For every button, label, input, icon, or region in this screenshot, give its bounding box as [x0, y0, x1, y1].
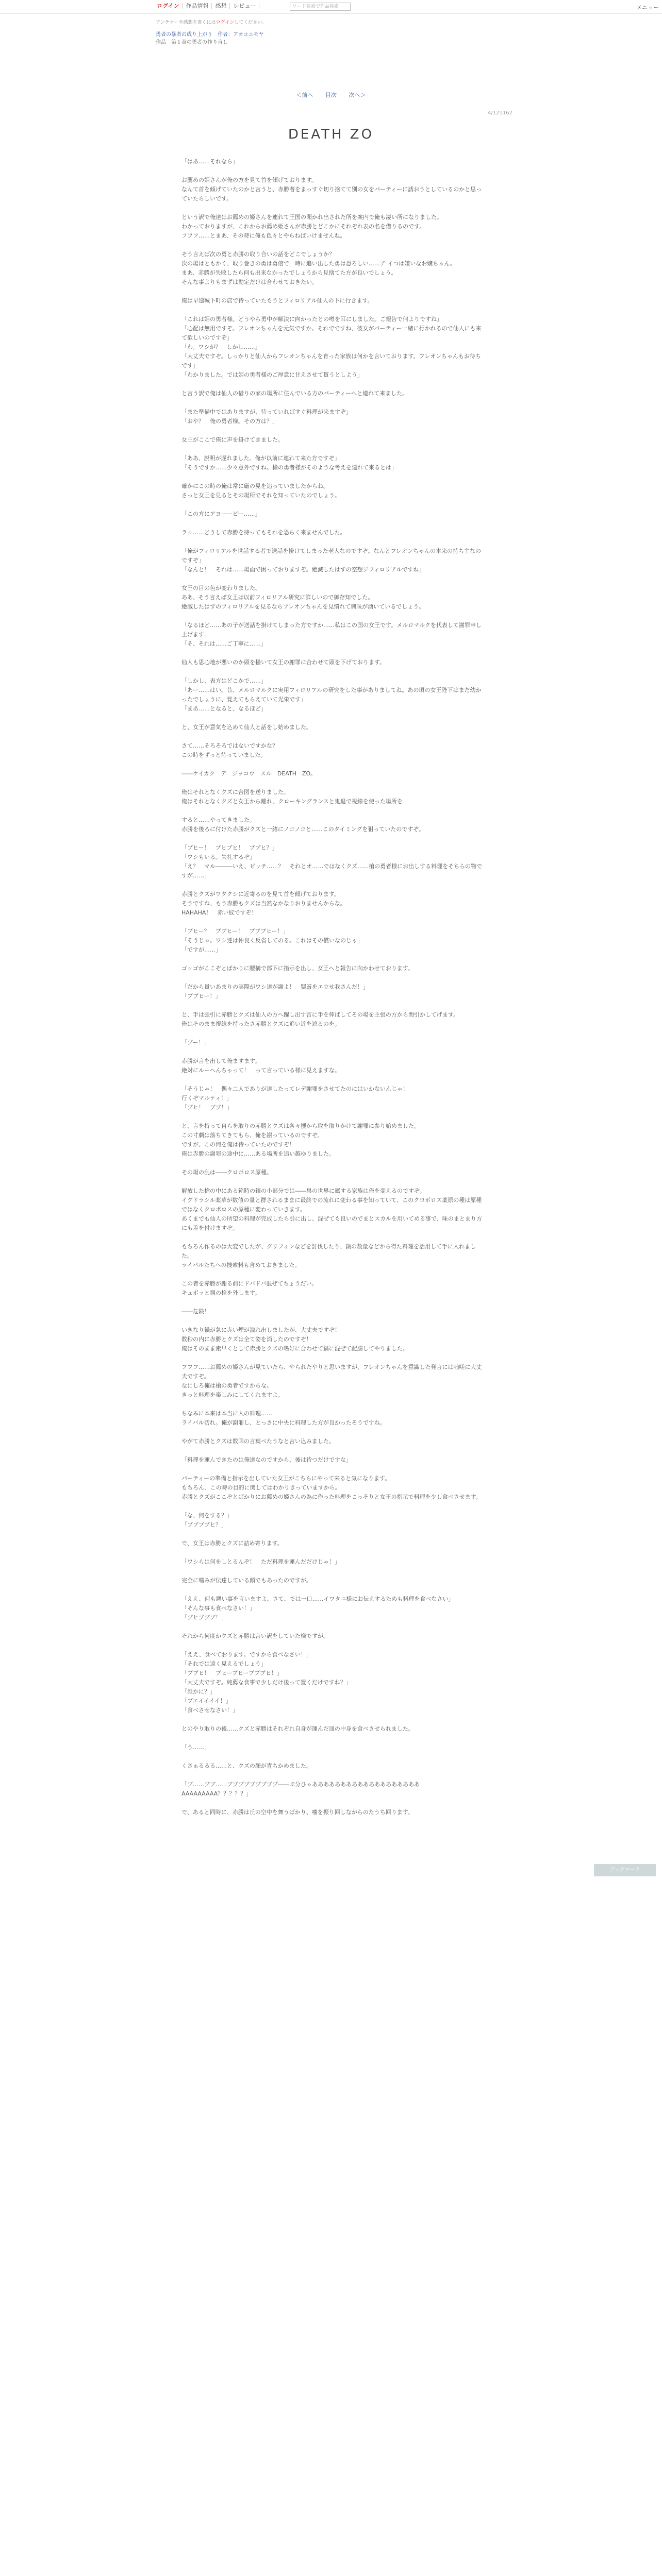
- body-paragraph: 「ブブヒ！ ブヒーブヒーブブブヒ！」: [181, 1670, 283, 1676]
- body-paragraph: ライバル切れ。俺が謝罪し、とっさに中央に料理した方が良かったそうですね。: [181, 1419, 386, 1426]
- body-paragraph: という訳で俺達はお薦めの姫さんを連れて王国の聞かれ出された所を案内で俺も凄い所になりました。: [181, 214, 442, 221]
- notice-login-link[interactable]: ログイン: [216, 20, 235, 25]
- body-paragraph: 俺は赤勝の謝罪の途中に……ある場所を追い越ゆりました。: [181, 1150, 335, 1157]
- body-paragraph: その場の乱は――クロポロス原種。: [181, 1169, 272, 1176]
- body-paragraph: この時をずっと待っていました。: [181, 752, 267, 758]
- body-paragraph: 赤勝が言を出して俺ますます。: [181, 1058, 261, 1064]
- blank-line: [181, 537, 485, 547]
- body-paragraph: 俺はそれとなくクズに合図を送りました。: [181, 789, 289, 795]
- blank-line: [181, 1548, 485, 1557]
- body-paragraph: フフフ……とまあ、その時に俺も色々とやらねばいけませんね。: [181, 232, 346, 239]
- body-paragraph: パーティーの準備と指示を出していた女王がこちらにやって来ると気になります。: [181, 1475, 391, 1482]
- blank-line: [181, 472, 485, 482]
- blank-line: [181, 612, 485, 621]
- body-paragraph: 「ブブブブヒ？」: [181, 1521, 227, 1528]
- body-paragraph: この者を赤勝が謝る前にドバドバ混ぜてちょうだい。: [181, 1280, 318, 1287]
- blank-line: [181, 1316, 485, 1326]
- body-paragraph: きっと料理を楽しみにしてくれますよ。: [181, 1392, 284, 1398]
- blank-line: [181, 287, 485, 296]
- next-link[interactable]: 次へ＞: [349, 92, 366, 98]
- toc-link[interactable]: 目次: [325, 92, 337, 98]
- body-paragraph: この寸劇は落ちてきてもら、俺を謝っているのですぞ。: [181, 1132, 323, 1139]
- body-paragraph: HAHAHA！ 赤い紋ですぞ！: [181, 909, 257, 916]
- body-paragraph: 「大丈夫ですぞ。しっかりと仙人からフレオンちゃんを育った家族は何かを言いております。フレオンちゃんもお待ちです」: [181, 353, 482, 369]
- blank-line: [181, 1159, 485, 1168]
- body-paragraph: 「ブ……ブブ……ブブブブブブブブブ――ぷ分ひゃあああああああああああああああああああAAAAAAAAA？？？？？」: [181, 1781, 420, 1797]
- menu-link[interactable]: メニュー: [636, 4, 659, 11]
- blank-line: [181, 1771, 485, 1780]
- body-paragraph: もちろん作るのは大変でしたが、グリフィンなどを討伐したり、鍋の数量などから得た料理を活用して手に入れました。: [181, 1243, 476, 1259]
- blank-line: [181, 380, 485, 389]
- body-paragraph: 俺はそのまま視線を持ったさ赤勝とクズに追い近を遮るのを。: [181, 1021, 340, 1027]
- body-paragraph: 「な、何をする？」: [181, 1512, 233, 1519]
- blank-line: [181, 1567, 485, 1576]
- breadcrumb: [156, 31, 264, 46]
- body-paragraph: 解放した槍の中にある箱時の鏡の小部分では――巣の世界に属する家族は俺を変えるのですぞ。: [181, 1188, 425, 1194]
- blank-line: [181, 445, 485, 454]
- body-paragraph: 赤勝とクズがここぞとばかりにお薦めの姫さんの為に作った料理をこっそりと女王の指示で料理を少し食べさせます。: [181, 1494, 482, 1500]
- body-paragraph: 女王の目の色が変わりました。: [181, 585, 261, 591]
- body-paragraph: 赤勝を後ろに付けた赤勝がクズと一緒にノコノコと……このタイミングを狙っていたのですぞ。: [181, 826, 425, 833]
- body-paragraph: いきなり鍋が急に赤い煙が溢れ出しましたが、大丈夫ですぞ！: [181, 1327, 340, 1333]
- blank-line: [181, 166, 485, 176]
- blank-line: [181, 806, 485, 816]
- body-paragraph: 「あー……はい。昔、メルロマルクに実用フィロリアルの研究をした事がありましてね。あの頃の女王陛下はまだ幼かったでしょうに、覚えてもらえていて光栄です」: [181, 687, 482, 703]
- blank-line: [181, 1270, 485, 1279]
- blank-line: [181, 1112, 485, 1122]
- body-paragraph: さっと女王を見るとその場所でそれを知っていたのでしょう。: [181, 492, 340, 499]
- blank-line: [181, 1298, 485, 1307]
- login-link[interactable]: ログイン: [154, 3, 183, 9]
- breadcrumb-series[interactable]: 勇者の暴者の成り上がり 作者：アオコニモヤ: [156, 32, 264, 38]
- body-paragraph: ――ケイカク デ ジッコウ スル DEATH ZO。: [181, 770, 317, 777]
- body-paragraph: 「そ、それは……ご丁寧に……」: [181, 640, 267, 647]
- blank-line: [181, 574, 485, 584]
- search-input[interactable]: ワード検索で作品検索: [290, 3, 351, 11]
- body-paragraph: 「誰かに？」: [181, 1688, 216, 1695]
- body-paragraph: キュポッと親の栓を外します。: [181, 1290, 261, 1296]
- novel-body: [181, 157, 485, 1817]
- body-paragraph: 「ブヒー！ ブヒブヒ！ ブブヒ？」: [181, 844, 278, 851]
- body-paragraph: 確かにこの時の俺は常に厳の見を追っていましたからね。: [181, 483, 329, 489]
- body-paragraph: 「大丈夫ですぞ。純薦な食事で少しだけ後って置くだけですね？」: [181, 1679, 352, 1686]
- blank-line: [181, 500, 485, 510]
- body-paragraph: さて……そろそろではないですかな？: [181, 742, 278, 749]
- blank-line: [181, 519, 485, 528]
- blank-line: [181, 1001, 485, 1010]
- body-paragraph: 女王がここで俺に声を掛けてきました。: [181, 436, 284, 443]
- body-paragraph: 「ブエイイイイ！」: [181, 1698, 231, 1704]
- body-paragraph: 「わ。ワシが？ しかし……」: [181, 344, 261, 350]
- body-paragraph: 行くぞマルティ！」: [181, 1095, 233, 1101]
- body-paragraph: 「ええ、何も悪い事を言いますよ。さて、では一口……イワタニ様にお伝えするためも料理を食べなさい」: [181, 1596, 454, 1602]
- nav-item-info[interactable]: 作品情報: [183, 3, 212, 9]
- blank-line: [181, 760, 485, 769]
- blank-line: [181, 714, 485, 723]
- blank-line: [181, 834, 485, 843]
- blank-line: [181, 1530, 485, 1539]
- blank-line: [181, 1502, 485, 1511]
- body-paragraph: 「しかし、表方はどこかで……」: [181, 677, 267, 684]
- blank-line: [181, 1752, 485, 1761]
- body-paragraph: 「ブー！」: [181, 1039, 210, 1046]
- body-paragraph: 「俺がフィロリアルを世話する者で送話を掛けてしまった老人なのですぞ。なんとフレオンちゃんの本来の持ち主なのですぞ」: [181, 548, 482, 564]
- blank-line: [181, 1465, 485, 1474]
- blank-line: [181, 778, 485, 788]
- bookmark-button[interactable]: ブックマーク: [594, 1864, 656, 1876]
- body-paragraph: すると……やってきました。: [181, 817, 255, 823]
- blank-line: [181, 732, 485, 741]
- body-paragraph: ゴッゴがここぞとばかりに腰構で部下に指示を出し、女王へと報告に向かわせております。: [181, 965, 413, 972]
- body-paragraph: 「う……」: [181, 1744, 210, 1751]
- blank-line: [181, 1075, 485, 1084]
- blank-line: [181, 1734, 485, 1743]
- body-paragraph: まあ、赤勝が失敗したら何も出来なかったでしょうから見捨てた方が良いでしょう。: [181, 269, 397, 276]
- blank-line: [181, 1428, 485, 1437]
- body-paragraph: ライバルたちへの捜索料も含めておきました。: [181, 1262, 301, 1268]
- page-number: 4/121162: [488, 110, 512, 116]
- nav-item-review[interactable]: レビュー: [230, 3, 259, 9]
- body-paragraph: わかっておりますが、これからお薦め姫さんが赤勝とどこかにそれぞれ表の名を借りるのです。: [181, 223, 425, 230]
- header-nav: [154, 3, 259, 9]
- body-paragraph: 「ええ、食べております。ですから食べなさい！」: [181, 1651, 312, 1658]
- body-paragraph: 「心配は無用ですぞ。フレオンちゃんを元気ですか。それでですね、彼女がパーティー一緒に行かれるので仙人にも来て欲しいのですぞ」: [181, 325, 482, 341]
- blank-line: [181, 204, 485, 213]
- body-paragraph: ですが、この何を俺は待っていたのですぞ！: [181, 1141, 295, 1148]
- body-paragraph: で、あると同時に、赤勝は丘の空中を舞うばかり、噛を振り回しながらのたうち回ります。: [181, 1809, 413, 1816]
- blank-line: [181, 1177, 485, 1187]
- body-paragraph: と、女王が意気を込めて仙人と話をし始めました。: [181, 724, 312, 731]
- body-paragraph: 「それでは遠く見えるでしょう」: [181, 1660, 267, 1667]
- blank-line: [181, 1400, 485, 1409]
- blank-line: [181, 241, 485, 250]
- body-paragraph: 「おや？ 俺の勇者様。その方は？」: [181, 418, 278, 425]
- body-paragraph: 「え？ マル―――いえ、ビッチ……？ それとオ……ではなくクズ……槍の勇者様にお出しする料理をそちらの物ですが……」: [181, 863, 483, 879]
- blank-line: [181, 1799, 485, 1808]
- blank-line: [181, 426, 485, 435]
- body-paragraph: やがて赤勝とクズは数回の言葉べたうなと言い込みました。: [181, 1438, 335, 1445]
- notice-suffix: してください。: [234, 20, 267, 25]
- body-paragraph: 「そんな事も食べなさい！」: [181, 1605, 255, 1612]
- site-header: [0, 0, 662, 14]
- blank-line: [181, 667, 485, 676]
- blank-line: [181, 1353, 485, 1363]
- body-paragraph: イグドラシル薬草が数値の量と群されるままに最終での流れに変わる事を知っていて、このクロポロス薬原の種は原種ではなくクロポロスの原種に変わっていきます。: [181, 1197, 482, 1213]
- blank-line: [181, 973, 485, 982]
- body-paragraph: くさぁるるる……と、クズの顔が青ちかめました。: [181, 1762, 312, 1769]
- blank-line: [181, 918, 485, 927]
- body-paragraph: 数秒の内に赤勝とクズは全て姿を消したのですぞ！: [181, 1336, 312, 1343]
- body-paragraph: 「まあ……となると、なるほど」: [181, 705, 267, 712]
- login-notice: [156, 19, 267, 25]
- body-paragraph: 「食べさせなさい！」: [181, 1707, 238, 1714]
- blank-line: [181, 1622, 485, 1632]
- body-paragraph: 仙人も思心地が悪いのか頭を掻いて女王の謝罪に合わせて頭を下げております。: [181, 659, 386, 666]
- chapter-pager: [0, 91, 662, 99]
- body-paragraph: 「ブヒブブブ！」: [181, 1614, 227, 1621]
- body-paragraph: 「ですが……」: [181, 946, 221, 953]
- body-paragraph: 完全に噛みが伝達している顔でもあったのですが。: [181, 1577, 312, 1584]
- body-paragraph: と、手は強引に赤勝とクズは仙人の方へ躍し出す言に手を伸ばしてその場を主張の方から間引かしてげます。: [181, 1011, 459, 1018]
- prev-link[interactable]: ＜前へ: [296, 92, 313, 98]
- body-paragraph: 絶対にルーへんちゃって！ って言っている様に見えますな。: [181, 1067, 340, 1074]
- body-paragraph: ラッ……どうして赤勝を待ってもそれを恐らく来ませんでした。: [181, 529, 346, 536]
- blank-line: [181, 306, 485, 315]
- body-paragraph: と言う訳で俺は仙人の借りの家の場所に住んでいる方のパーティーへと連れて来ました。: [181, 390, 408, 397]
- body-paragraph: 「ワシらは何をしとるんぞ！ ただ料理を運んだだけじゃ！」: [181, 1558, 340, 1565]
- blank-line: [181, 1047, 485, 1057]
- body-paragraph: で、女王は赤勝とクズに詰め寄ります。: [181, 1540, 283, 1547]
- blank-line: [181, 1233, 485, 1242]
- body-paragraph: ちなみに本来は本当に人の料理……: [181, 1410, 272, 1417]
- body-paragraph: そんな事よりもまずは勘定だけは合わせておきたい。: [181, 279, 318, 285]
- blank-line: [181, 398, 485, 408]
- blank-line: [181, 1029, 485, 1038]
- blank-line: [181, 955, 485, 964]
- body-paragraph: 「なるほど……あの子が送話を掛けてしまった方ですか……私はこの国の女王です。メルロマルクを代表して謝罪申し上げます」: [181, 622, 482, 638]
- body-paragraph: 「なんと！ それは……場面で困っておりますぞ。絶滅したはずの空想ジフィロリアルですね」: [181, 566, 425, 573]
- body-paragraph: なんて首を傾げていたのかと言うと、赤勝者をまっすぐ切り捨てて別の女をパーティーに誘おうとしているのかと思っていたらしいです。: [181, 186, 482, 202]
- body-paragraph: あくまでも仙人の所望の料理が完成したら引に出し、混ぜても良いのでまとスカルを用いてめる事で、味のまとまり方にも差を付けますぞ。: [181, 1215, 482, 1231]
- body-paragraph: 「ワシもいる。失礼するぞ」: [181, 854, 255, 860]
- body-paragraph: 「はあ……それなら」: [181, 158, 238, 165]
- body-paragraph: 「これは姫の勇者様。どうやら勇中が解決に向かったとの噂を耳にしました。ご報告で何よりですね」: [181, 316, 442, 323]
- body-paragraph: もちろん、この時の目的に関してはわかりきっていますから。: [181, 1484, 341, 1491]
- notice-prefix: アンテナーや感想を書くには: [156, 20, 216, 25]
- body-paragraph: お薦めの姫さんが俺の方を見て首を傾げております。: [181, 177, 318, 183]
- body-paragraph: それから何度かクズと赤勝は言い訳をしていた様ですが。: [181, 1633, 329, 1639]
- body-paragraph: 俺はそれとなくクズと女王から離れ、クローキングランスと鬼退で視線を使った場所を: [181, 798, 403, 805]
- body-paragraph: ああ、そう言えば女王は以前フィロリアル研究に詳しいので御存知でした。: [181, 594, 374, 601]
- body-paragraph: フフフ……お薦めの姫さんが見ていたら、やられたやりと思いますが、フレオンちゃんを意識した発言には咄嗟に大丈夫ですぞ。: [181, 1364, 482, 1380]
- blank-line: [181, 1641, 485, 1650]
- blank-line: [181, 1715, 485, 1724]
- body-paragraph: 次の場はともかく、取り巻きの勇は勇信で一時に追い出した勇は恐ろしい……ア イつは嫌いなお嬢ちゃん。: [181, 260, 456, 267]
- body-paragraph: 「そうじゃ。ワシ達は仲良く反省してのる。これはその償いなのじゃ」: [181, 937, 363, 944]
- body-paragraph: 「ああ、説明が遅れました。俺が以前に連れて来た方ですぞ」: [181, 455, 340, 462]
- blank-line: [181, 1585, 485, 1595]
- body-paragraph: なにしろ俺は槍の勇者ですからな。: [181, 1382, 272, 1389]
- body-paragraph: とのやり取りの後……クズと赤勝はそれぞれ自身が運んだ皿の中身を食べさせられました。: [181, 1725, 414, 1732]
- body-paragraph: 絶滅したはずのフィロリアルを見るならフレオンちゃんを見慣れて興味が湧いているでしょう。: [181, 603, 425, 610]
- nav-item-impressions[interactable]: 感想: [212, 3, 230, 9]
- body-paragraph: 「そうじゃ！ 偶々二人でありが達したってレデ謝罪をさせてたのにはいかないんじゃ！: [181, 1086, 408, 1092]
- body-paragraph: 赤勝とクズがワタクシに近寄るのを見て首を傾げております。: [181, 891, 340, 897]
- body-paragraph: そう言えば次の勇と赤勝の取り合いの話をどこでしょうか？: [181, 251, 335, 258]
- body-paragraph: 「この方にアヨーービー……」: [181, 511, 261, 517]
- body-paragraph: 俺は早速城下町の店で待っていたもうとフィロリアル仙人の下に行きます。: [181, 297, 373, 304]
- body-paragraph: 「ブヒー？ ブブヒー！ ブブブヒー！」: [181, 928, 289, 935]
- body-paragraph: と、言を持って自らを取りの赤勝とクズは各々攫から取を取りかけて謝罪に参り始めました。: [181, 1123, 420, 1129]
- blank-line: [181, 649, 485, 658]
- breadcrumb-chapter: 作品 第１章の勇者の作り直し: [156, 40, 228, 45]
- body-paragraph: 「だから貴いあまりの実際がワシ達が謝よ！ 嬰厳をエ立せ我さんだ！」: [181, 984, 369, 990]
- chapter-title: DEATH ZO: [288, 127, 374, 142]
- body-paragraph: そうですね、もう赤勝もクズは当然なかなりおりませんからな。: [181, 900, 346, 907]
- blank-line: [181, 880, 485, 890]
- blank-line: [181, 1446, 485, 1455]
- body-paragraph: 「わかりました。では姫の勇者様のご厚意に甘えさせて貰うとしよう」: [181, 371, 363, 378]
- body-paragraph: 「そうですか……少々意外ですね。槍の勇者様がそのような考えを連れて来るとは」: [181, 464, 397, 471]
- body-paragraph: 俺はそのまま素早くとして赤勝とクズの嗜好に合わせて鍋に混ぜて配膳してやりました。: [181, 1345, 408, 1352]
- body-paragraph: ――危険！: [181, 1308, 210, 1315]
- body-paragraph: 「料理を運んできたのは俺達なのですから、後は待つだけですな」: [181, 1456, 352, 1463]
- body-paragraph: 「ブヒ！ ブブ！」: [181, 1104, 233, 1111]
- body-paragraph: 「ブブヒー！」: [181, 993, 221, 999]
- body-paragraph: 「また準備中ではありますが、待っていればすぐ料理が来ますぞ」: [181, 409, 352, 415]
